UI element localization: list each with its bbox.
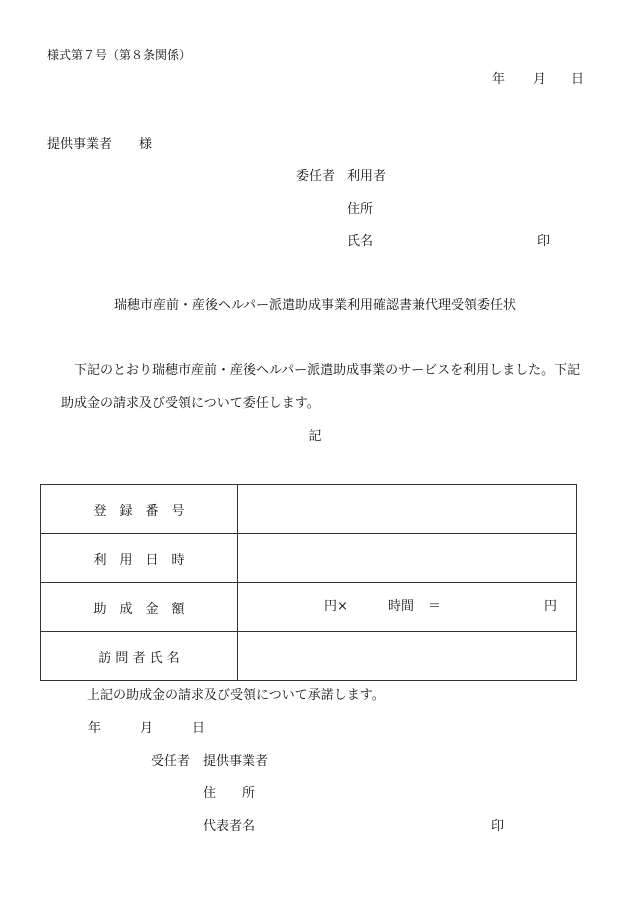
usage-datetime-field[interactable]	[238, 534, 577, 583]
body-line-1: 下記のとおり瑞穂市産前・産後ヘルパー派遣助成事業のサービスを利用しました。下記	[74, 363, 581, 378]
acceptance-date-day: 日	[192, 721, 206, 736]
table-row	[41, 583, 577, 632]
registration-number-label: 登 録 番 号	[41, 485, 238, 534]
acceptance-provider-label: 提供事業者	[203, 754, 269, 769]
acceptance-date-year: 年	[88, 721, 102, 736]
usage-datetime-label: 利 用 日 時	[41, 534, 238, 583]
amount-yen: 円	[544, 599, 558, 614]
acceptance-address-label: 住 所	[203, 786, 256, 801]
acceptance-role-label: 受任者	[151, 754, 191, 769]
addressee-honorific: 様	[139, 137, 153, 152]
registration-number-field[interactable]	[238, 485, 577, 534]
subsidy-amount-label: 助 成 金 額	[41, 583, 238, 632]
date-day-label: 日	[571, 72, 585, 87]
delegator-address-label: 住所	[347, 202, 374, 217]
body-line-2: 助成金の請求及び受領について委任します。	[61, 396, 320, 411]
acceptance-representative-label: 代表者名	[203, 819, 256, 834]
subsidy-amount-field[interactable]	[238, 583, 577, 632]
form-number: 様式第７号（第８条関係）	[47, 48, 192, 62]
table-row	[41, 534, 577, 583]
table-row	[41, 632, 577, 681]
visitor-name-field[interactable]	[238, 632, 577, 681]
ki-heading: 記	[308, 429, 322, 444]
amount-hours: 時間	[388, 599, 415, 614]
delegator-seal: 印	[537, 234, 551, 249]
amount-yen-times: 円×	[324, 599, 348, 614]
delegator-name-label: 氏名	[347, 234, 374, 249]
document-title: 瑞穂市産前・産後ヘルパー派遣助成事業利用確認書兼代理受領委任状	[113, 298, 517, 313]
date-month-label: 月	[533, 72, 547, 87]
delegator-user-label: 利用者	[347, 169, 387, 184]
amount-equals: ＝	[428, 599, 442, 614]
details-table	[40, 484, 577, 681]
acceptance-seal: 印	[491, 819, 505, 834]
delegator-role-label: 委任者	[296, 169, 336, 184]
table-row	[41, 485, 577, 534]
date-year-label: 年	[492, 72, 506, 87]
addressee-name: 提供事業者	[47, 137, 113, 152]
acceptance-date-month: 月	[140, 721, 154, 736]
visitor-name-label: 訪 問 者 氏 名	[41, 632, 238, 681]
acceptance-statement: 上記の助成金の請求及び受領について承諾します。	[87, 688, 385, 703]
